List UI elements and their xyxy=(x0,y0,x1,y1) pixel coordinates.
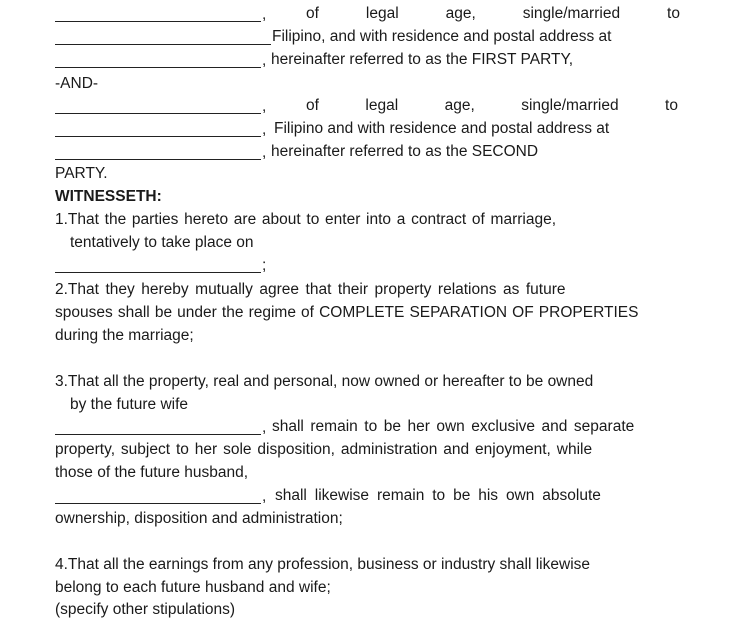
word: age, xyxy=(444,97,475,114)
word: single/married xyxy=(522,5,621,22)
word: to xyxy=(667,5,680,22)
first-party-nationality-blank[interactable] xyxy=(55,44,271,45)
clause-2-line-1: 2.That they hereby mutually agree that their property relations as future xyxy=(55,281,566,298)
comma: , xyxy=(262,144,267,161)
word: legal xyxy=(365,5,399,22)
clause-3-line-3: shall remain to be her own exclusive and separate xyxy=(272,418,635,435)
clause-4-line-1: 4.That all the earnings from any profession, business or industry shall likewise xyxy=(55,556,591,573)
second-party-name-blank[interactable] xyxy=(55,113,261,114)
first-party-name-blank[interactable] xyxy=(55,21,261,22)
comma: , xyxy=(262,419,267,436)
second-party-nationality-blank[interactable] xyxy=(55,136,261,137)
second-party-continuation: PARTY. xyxy=(55,165,108,182)
word: of xyxy=(306,5,319,22)
future-wife-blank[interactable] xyxy=(55,434,261,435)
first-party-age-line xyxy=(306,4,680,24)
marriage-date-blank[interactable] xyxy=(55,272,261,273)
word: single/married xyxy=(521,97,619,114)
clause-3-line-6: shall likewise remain to be his own absolute xyxy=(275,487,601,504)
second-party-address-blank[interactable] xyxy=(55,159,261,160)
second-party-reference-line: hereinafter referred to as the SECOND xyxy=(271,143,539,160)
word: to xyxy=(665,97,678,114)
first-party-address-blank[interactable] xyxy=(55,67,261,68)
comma: , xyxy=(262,488,267,505)
comma: , xyxy=(262,121,267,138)
clause-3-line-2: by the future wife xyxy=(70,396,189,413)
word: of xyxy=(306,97,319,114)
second-party-residence-line: Filipino and with residence and postal address at xyxy=(274,120,610,137)
clause-3-line-5: those of the future husband, xyxy=(55,464,249,481)
clause-1-line-1: 1.That the parties hereto are about to enter into a contract of marriage, xyxy=(55,211,557,228)
second-party-age-line xyxy=(306,96,678,116)
clause-4-line-3: (specify other stipulations) xyxy=(55,601,236,618)
clause-3-line-1: 3.That all the property, real and personal, now owned or hereafter to be owned xyxy=(55,373,594,390)
first-party-reference-line: hereinafter referred to as the FIRST PARTY, xyxy=(271,51,574,68)
clause-3-line-7: ownership, disposition and administration; xyxy=(55,510,343,527)
witnesseth-heading: WITNESSETH: xyxy=(55,188,162,205)
clause-2-line-2: spouses shall be under the regime of COMPLETE SEPARATION OF PROPERTIES xyxy=(55,304,639,321)
and-separator: -AND- xyxy=(55,75,99,92)
word: age, xyxy=(445,5,476,22)
future-husband-blank[interactable] xyxy=(55,503,261,504)
clause-1-line-2: tentatively to take place on xyxy=(70,234,254,251)
first-party-residence-line: Filipino, and with residence and postal address at xyxy=(272,28,612,45)
word: legal xyxy=(365,97,399,114)
comma: , xyxy=(262,52,267,69)
clause-4-line-2: belong to each future husband and wife; xyxy=(55,579,331,596)
comma: , xyxy=(262,98,267,115)
clause-2-line-3: during the marriage; xyxy=(55,327,194,344)
semicolon: ; xyxy=(262,257,267,274)
clause-3-line-4: property, subject to her sole disposition, administration and enjoyment, while xyxy=(55,441,593,458)
comma: , xyxy=(262,6,267,23)
